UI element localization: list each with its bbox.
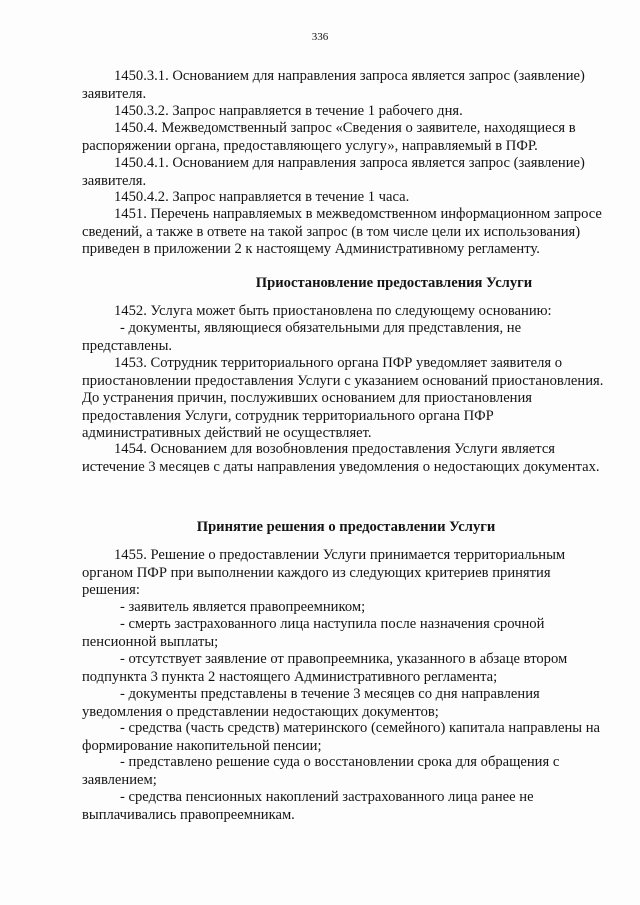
list-item-criterion: - представлено решение суда о восстановлении срока для обращения с заявлением; [82, 754, 560, 788]
paragraph-1450-3-1: 1450.3.1. Основанием для направления запроса является запрос (заявление) заявителя. [82, 68, 585, 102]
list-item-suspension-reason: - документы, являющиеся обязательными для представления, не представлены. [82, 320, 522, 354]
section-heading-suspension: Приостановление предоставления Услуги [255, 275, 533, 291]
list-item-criterion: - средства (часть средств) материнского (семейного) капитала направлены на формирование накопительной пенсии; [82, 720, 601, 754]
paragraph-1450-4: 1450.4. Межведомственный запрос «Сведения о заявителе, находящиеся в распоряжении органа, предоставляющего услугу», направляемый в ПФР. [82, 120, 576, 154]
paragraph-1450-3-2: 1450.3.2. Запрос направляется в течение 1 рабочего дня. [114, 103, 463, 119]
paragraph-1450-4-2: 1450.4.2. Запрос направляется в течение 1 часа. [114, 189, 410, 205]
list-item-criterion: - отсутствует заявление от правопреемника, указанного в абзаце втором подпункта 3 пункта 2 настоящего Административного регламента; [82, 651, 568, 685]
paragraph-1453: 1453. Сотрудник территориального органа ПФР уведомляет заявителя о приостановлении предоставления Услуги с указанием оснований приостановления. До устранения причин, послуживших основанием для приостановления предоставления Услуги, сотрудник территориального органа ПФР административных действий не осуществляет. [82, 355, 604, 442]
paragraph-1451: 1451. Перечень направляемых в межведомственном информационном запросе сведений, а также в ответе на такой запрос (в том числе цели их использования) приведен в приложении 2 к настоящему Административному регламенту. [82, 206, 602, 258]
page-number: 336 [311, 31, 329, 43]
list-item-criterion: - документы представлены в течение 3 месяцев со дня направления уведомления о представлении недостающих документов; [82, 686, 540, 720]
section-heading-decision: Принятие решения о предоставлении Услуги [196, 519, 496, 535]
list-item-criterion: - заявитель является правопреемником; [120, 599, 366, 615]
paragraph-1450-4-1: 1450.4.1. Основанием для направления запроса является запрос (заявление) заявителя. [82, 155, 585, 189]
paragraph-1452: 1452. Услуга может быть приостановлена по следующему основанию: [114, 303, 552, 319]
list-item-criterion: - смерть застрахованного лица наступила после назначения срочной пенсионной выплаты; [82, 616, 545, 650]
paragraph-1455: 1455. Решение о предоставлении Услуги принимается территориальным органом ПФР при выполнении каждого из следующих критериев принятия решения: [82, 547, 566, 599]
list-item-criterion: - средства пенсионных накоплений застрахованного лица ранее не выплачивались правопреемникам. [82, 789, 534, 823]
paragraph-1454: 1454. Основанием для возобновления предоставления Услуги является истечение 3 месяцев с даты направления уведомления о недостающих документах. [82, 441, 600, 475]
